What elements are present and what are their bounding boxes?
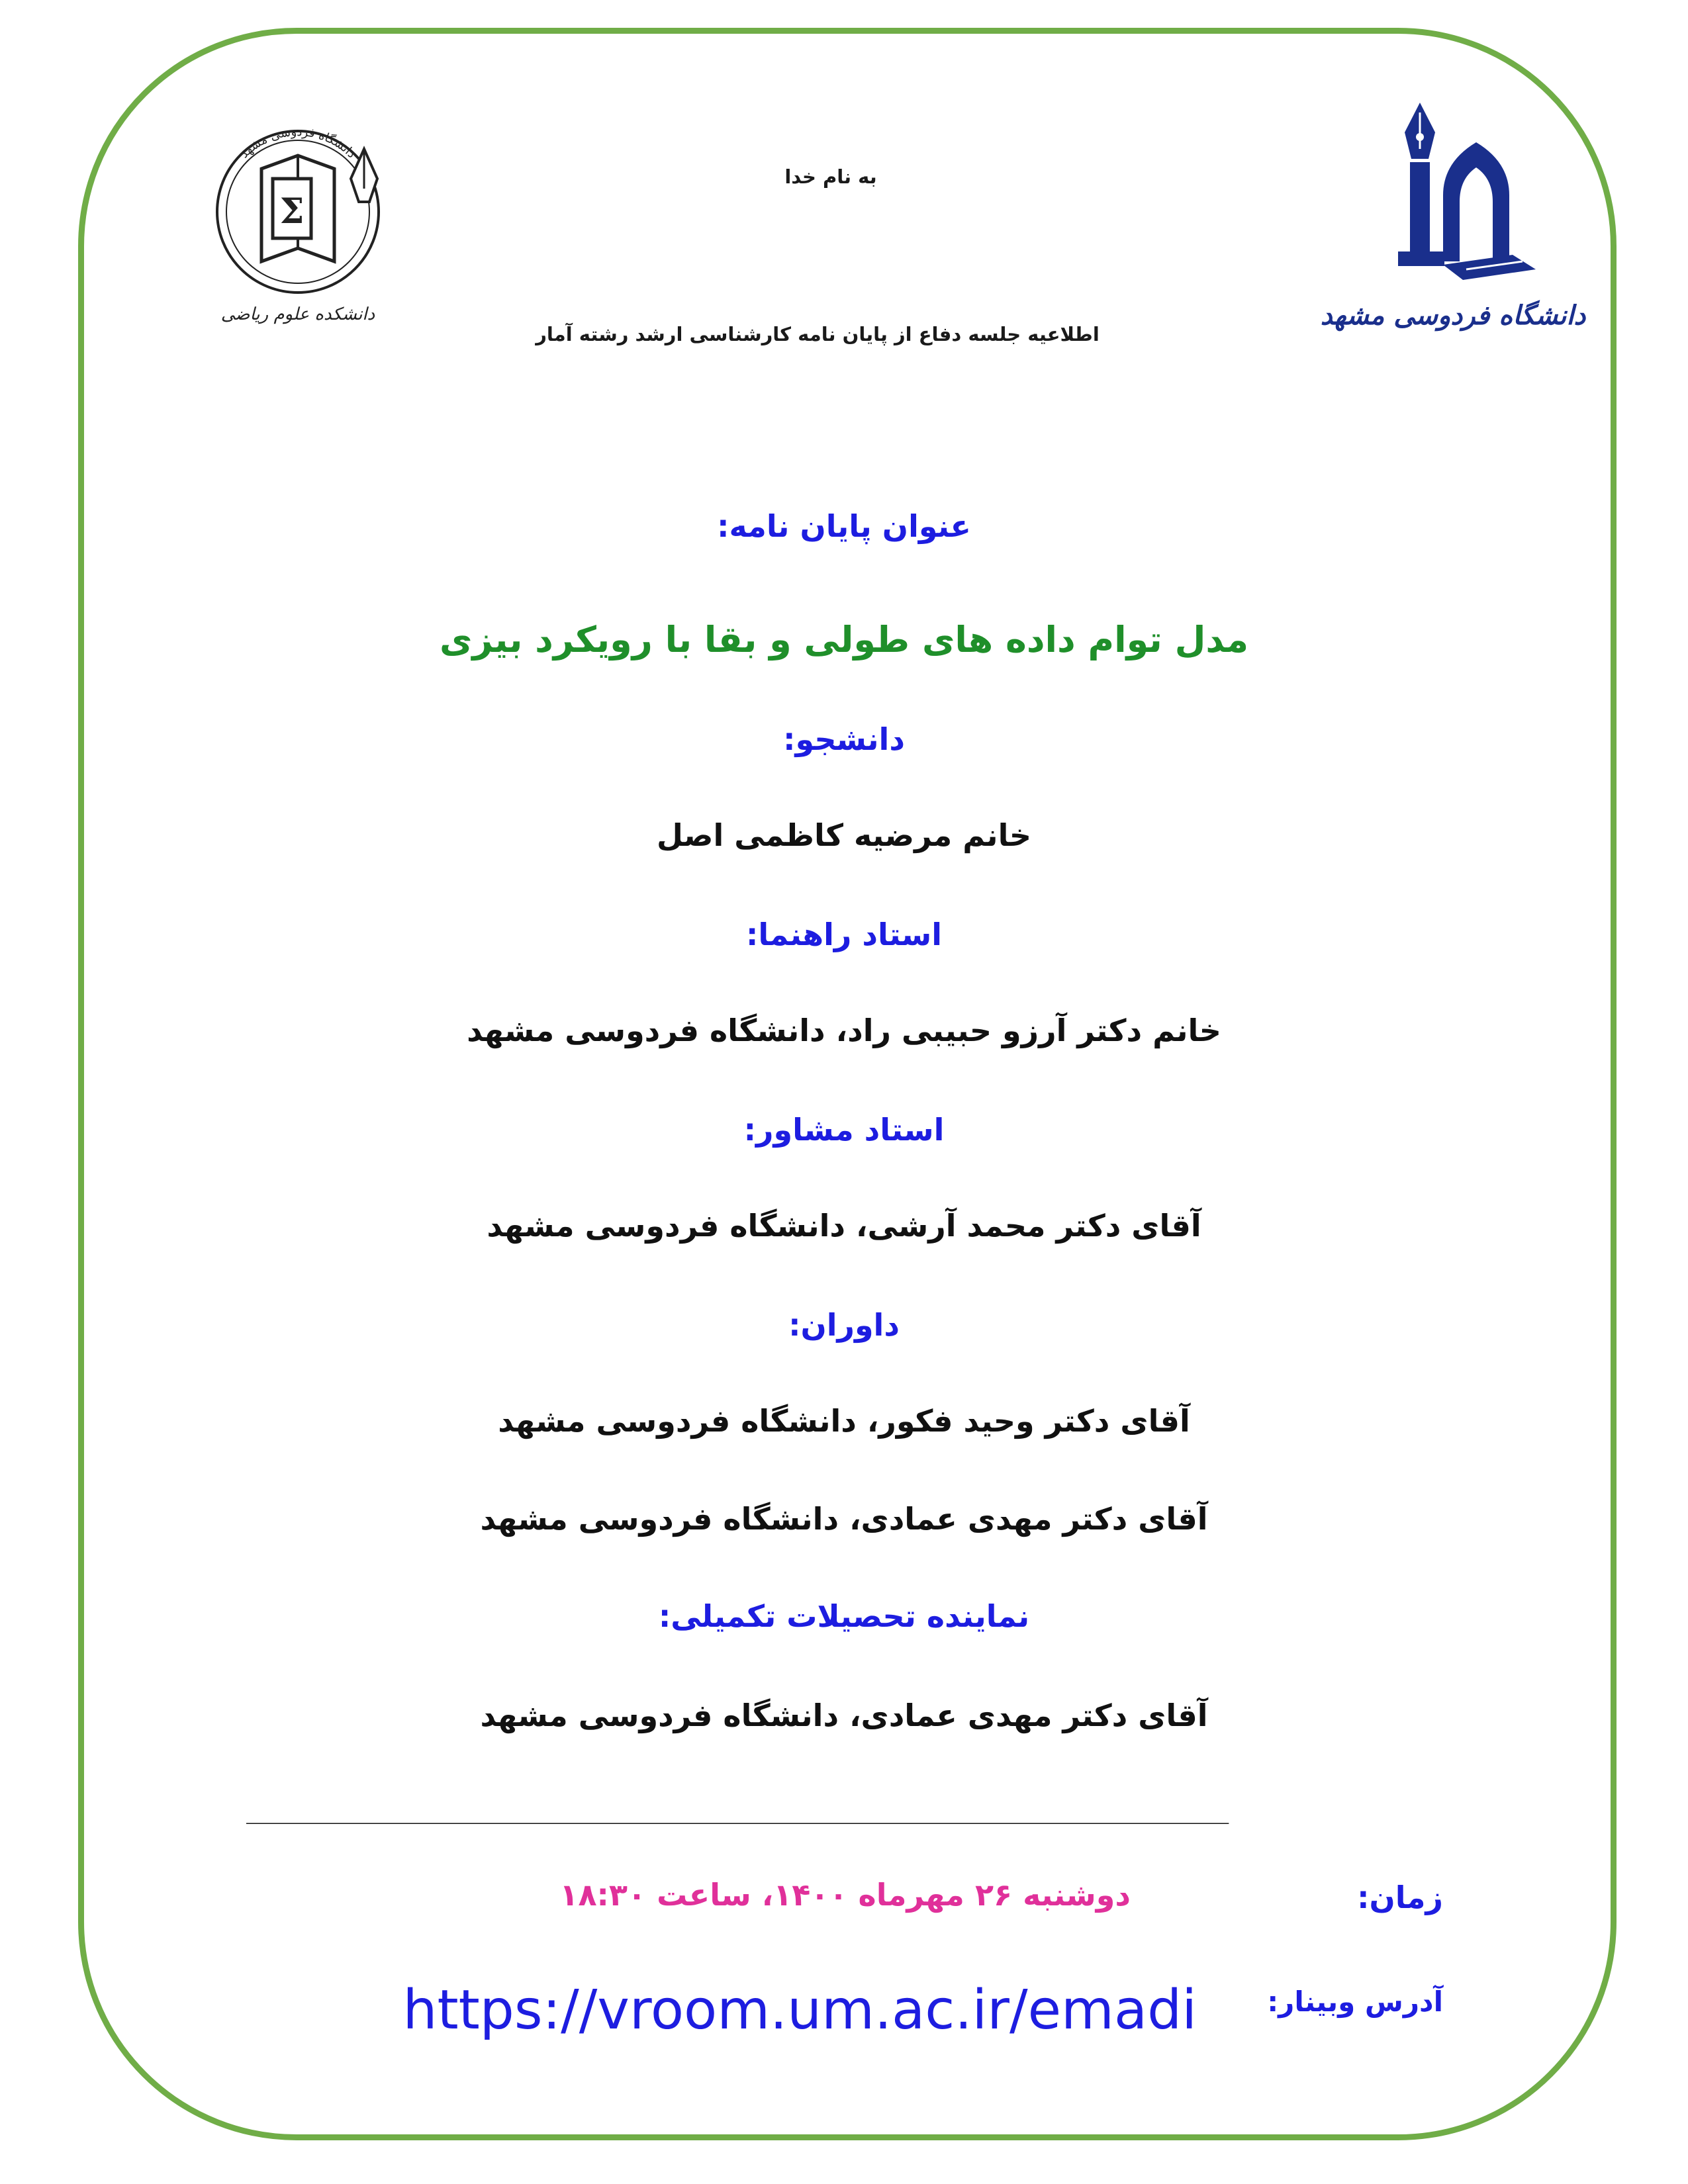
student-name: خانم مرضیه کاظمی اصل xyxy=(656,817,1032,853)
student-heading: دانشجو: xyxy=(783,721,905,757)
time-label: زمان: xyxy=(1357,1880,1443,1915)
graduate-rep-name: آقای دکتر مهدی عمادی، دانشگاه فردوسی مشهد xyxy=(480,1698,1208,1733)
separator-line: _______________________________________________________________________ xyxy=(246,1795,1228,1824)
webinar-link[interactable]: https://vroom.um.ac.ir/emadi xyxy=(402,1979,1197,2042)
ferdowsi-university-logo xyxy=(1320,96,1586,347)
faculty-math-logo xyxy=(199,109,397,354)
graduate-rep-heading: نماینده تحصیلات تکمیلی: xyxy=(658,1598,1030,1634)
time-value: دوشنبه ۲۶ مهرماه ۱۴۰۰، ساعت ۱۸:۳۰ xyxy=(559,1877,1131,1913)
referee-name-2: آقای دکتر مهدی عمادی، دانشگاه فردوسی مشهد xyxy=(480,1501,1208,1537)
thesis-title: مدل توام داده های طولی و بقا با رویکرد بیزی xyxy=(439,619,1249,660)
supervisor-name: خانم دکتر آرزو حبیبی راد، دانشگاه فردوسی مشهد xyxy=(467,1013,1221,1048)
announcement-text: اطلاعیه جلسه دفاع از پایان نامه کارشناسی ارشد رشته آمار xyxy=(536,323,1100,345)
supervisor-heading: استاد راهنما: xyxy=(745,917,943,952)
referees-heading: داوران: xyxy=(788,1307,900,1343)
referee-name-1: آقای دکتر وحید فکور، دانشگاه فردوسی مشهد xyxy=(498,1403,1190,1439)
ferdowsi-university-logo-graphic xyxy=(1320,96,1586,347)
ferdowsi-logo-text: دانشگاه فردوسی مشهد xyxy=(1320,300,1586,331)
svg-text:Σ: Σ xyxy=(279,191,305,232)
webinar-address-label: آدرس وبینار: xyxy=(1267,1985,1443,2018)
advisor-name: آقای دکتر محمد آرشی، دانشگاه فردوسی مشهد xyxy=(487,1208,1201,1244)
basmala-text: به نام خدا xyxy=(784,165,877,188)
faculty-logo-arc-text: دانشگاه فردوسی مشهد xyxy=(237,124,359,161)
advisor-heading: استاد مشاور: xyxy=(743,1112,945,1148)
faculty-logo-text: دانشکده علوم ریاضی xyxy=(220,304,375,324)
faculty-math-logo-graphic xyxy=(199,109,397,354)
thesis-title-heading: عنوان پایان نامه: xyxy=(717,508,971,544)
